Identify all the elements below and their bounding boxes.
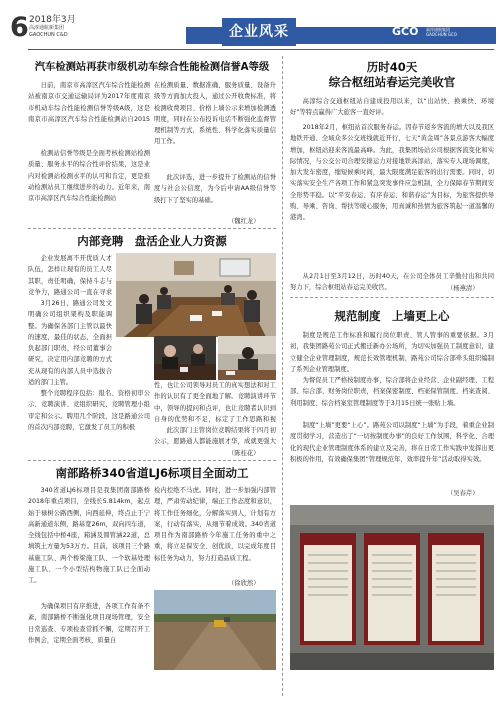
article-paragraph: 性，也让公司领导对员工的真实想法和对工作的认识有了更全面地了解。竞聘演讲环节中，领导的提问和点评，也让竞聘者认识到自身的优势和不足，标定了工作思路和视 [154,382,276,423]
article-title: 规范制度 上墙更上心 [334,309,450,323]
article-paragraph: 此次部门主管岗位竞聘结果将于四月初公示，愿路通人都能施展才华，成就更强大 [154,427,276,446]
company-logo-caption: 高淳通航集团 GAOCHUN GCO [426,27,457,37]
page-number: 6 [10,12,29,43]
interview-photo-right [218,336,276,380]
article-divider [290,297,494,299]
article-paragraph: 从2月1日至3月12日，历时40天，在公司全体员工辛勤付出和共同努力下，综合枢纽站春运完美收官。 [290,273,494,292]
interview-photo-left [154,336,216,380]
article-divider [28,228,276,230]
issue-info [29,15,76,39]
article-author: （陈桂花） [228,450,260,457]
article-paragraph: 此次评选，进一步提升了检测站的信誉度与社会公信度，为今后申请AA级信誉等级打下了坚实的基础。 [154,174,276,204]
article-paragraph: 检内控绝不马虎。同时，进一步加强内部管理，严肃劳动纪律，端正工作态度和意识，将工作任务细化，分解落实到人，计划有方案，行动有落实，从细节着成效。340省道项目作为南部路桥今年施工任务的重中之重，将立足保安全、创优质，以完成年度目标任务为动力，努力打造品质工程。 [154,487,276,562]
article-paragraph: 3月26日，路通公司发文明确公司组织架构及职能调整。为确保各部门主管以最快的速度，最佳的状态，全面担负起部门职责，经公司董事会研究，决定用内部竞聘的方式充从现有的内部人员中选拔合适的部门主管。 [28,300,112,387]
construction-photo [154,590,276,670]
section-title: 企业风采 [222,18,296,46]
wall-rules-photo [290,505,494,670]
issue-date: 2018年3月 [29,15,76,25]
article-title [290,60,494,90]
article-paragraph: 制度“上墙”更要“上心”。路苑公司以制度“上墙”为手段，着重企业制度贯彻学习，营造出了“一切按制度办事”的良好工作氛围，科学化、合理化的现代企业管理制度体系的建立及完善，将在日常工作实践中发挥出更积极的作用，有效确保集团“管理规范年、效率提升年”活动取得实效。 [290,422,494,463]
article-paragraph: 高淳综合交通枢纽站自建成投用以来，以“出站快、换乘快、环境好”等特点赢得广大旅客一直好评。 [290,98,494,117]
article-paragraph: 2018年2月，枢纽站首次服务春运。因春节返乡客流的增大以及我区地铁开通、全域众多公交班线就近开行，七天“黄金周”各景点游客大幅度增加，枢纽站迎来客流最高峰。为此，我集团场站公司根据客流变化和实际情况，与公交公司合理安排运力对接地铁高淳站，落实专人现场调度，加大发车密度，缩短候乘时间，最大限度满足旅客的出行需要。同时，切实落实安全生产各项工作和紧急突发事件应急机制，全力保障春节期间安全形势平稳。以“平安春运、有序春运、和谐春运”为目标，为旅客提供导购、导乘、咨询、帮扶等暖心服务，用真诚和热情为旅客筑起一道温馨的港湾。 [290,124,494,222]
meeting-photo [116,253,276,337]
article-title: 汽车检测站再获市级机动车综合性能检测信誉A等级 [34,61,270,73]
article-paragraph: 为确保项目有序推进，各项工作有条不紊，南部路桥不断强化项目现场管理，安全日常巡查、专项检查常抓不懈，定期召开工作例会，定期全面考核，质量自 [28,603,150,644]
article-paragraph: 企业发展离不开优质人才队伍，怎样让现有的员工人尽其职，责任明确，保持斗志与竞争力，路通公司一直在寻求 [28,255,112,296]
article-paragraph: 为督促员工严格按制度办事，综合部将企业经营、企业副经理、工程部、综合部、财务岗位职责，档案保密制度、档案保管制度、档案查阅、利用制度、综合档案室管理制度等于3月15日统一张贴上墙。 [290,377,494,407]
article-paragraph: 日前，南京市高淳区汽车综合性能检测站被南京市交通运输局评为2017年度南京市机动车综合性能检测信誉等级A级，这是南京市高淳区汽车综合性能检测站自2015 [28,82,150,123]
article-paragraph: 在检测质量、数据准确、服务质量、设备升级等方面加大投入，通过公开收费标准，将检测收费项目、价格上墙公示来增加检测透明度，同时在公布投诉电话不断强化监督管理机制等方式，系统性、科学化落实质量信用工作。 [154,82,276,146]
publisher-name-en: GAOCHUN C&D [29,32,68,38]
article-paragraph: 检测站信誉等级是全面考核检测站检测质量、服务水平的综合性评价结果，这是业内对检测站检测水平的认可和肯定，更是推动检测站员工继续进步的动力。近年来，南京市高淳区汽车综合性能检测站 [28,150,150,203]
article-title-line: 历时40天 [366,60,418,74]
article-divider [28,460,276,462]
article-title: 南部路桥340省道LJ6标项目全面动工 [55,466,249,480]
article-author: （徐欣然） [228,580,260,587]
article-paragraph: 制度是规范工作标准和履行岗位职责、管人管事的重要依据。3月初，我集团路苑公司正式搬迁新办公场所，为切实加强员工制度意识，建立健全企业管理制度，规范长效管理机制，路苑公司综合部牵头组织编制了系列企业管理制度。 [290,332,494,373]
article-author: （杨燕清） [447,285,479,292]
column-divider [282,56,284,696]
company-logo: GCO [392,25,419,38]
article-paragraph: 340省道LJ6标项目是我集团南部路桥2018年重点项目，全线长5.814km，起点始于禄树公路西侧，向西延伸，终点止于宁高新通道东侧，路基宽26m，双向四车道，全线包括中桥4座，箱涵及圆管涵22道，总填筑土方量为53万方。目前，该项目三个路基施工队、两个桥梁施工队、一个软基处理施工队、一个小型结构物施工队已全面动工。 [28,487,150,585]
article-author: （吴春芹） [447,490,479,497]
page-header [0,0,500,48]
article-author: （魏红龙） [228,218,260,225]
header-rule [28,49,494,50]
article-title-line: 综合枢纽站春运完美收官 [328,75,456,89]
article-paragraph: 整个竞聘程序包括：报名、资格初审公示、竞聘演讲、竞组织研究、竞聘管理小组审定和公示。聘用几个阶段，这是路通公司的首次内部竞聘，它激发了员工的积极 [28,390,150,431]
article-title: 内部竞聘 盘活企业人力资源 [77,234,227,248]
publisher-name: 高淳通航新集团 [29,25,65,31]
